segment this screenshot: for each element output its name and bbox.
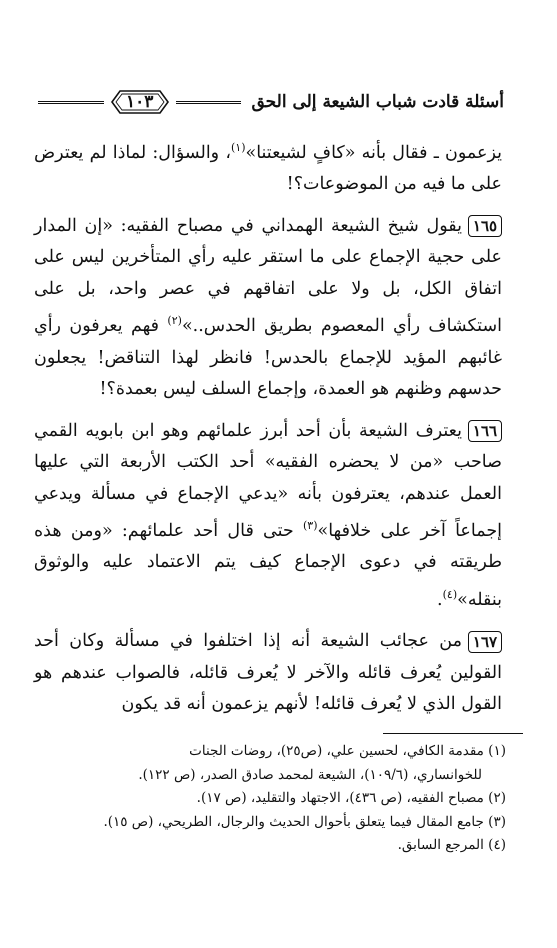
footnote-separator bbox=[383, 733, 523, 734]
footnote-1-continued: للخوانساري، (١٠٩/٦)، الشيعة لمحمد صادق الصدر، (ص ١٢٢). bbox=[138, 766, 482, 783]
header-rule-right bbox=[176, 101, 242, 104]
footnotes bbox=[34, 740, 506, 858]
header-rule-left bbox=[38, 101, 104, 104]
item-number-badge: ١٦٦ bbox=[468, 420, 502, 442]
paragraph-item bbox=[34, 416, 502, 617]
footnote-2: (٢) مصباح الفقيه، (ص ٤٣٦)، الاجتهاد والتقليد، (ص ١٧). bbox=[196, 790, 506, 806]
paragraph-text: ، والسؤال: لماذا لم يعترض على ما فيه من الموضوعات؟! bbox=[34, 142, 502, 195]
footnote-4: (٤) المرجع السابق. bbox=[397, 837, 506, 853]
paragraph-item bbox=[34, 626, 502, 721]
paragraph-item bbox=[34, 211, 502, 406]
paragraph-text: . bbox=[437, 589, 443, 610]
paragraph-text: فهم يعرفون رأي غائبهم المؤيد للإجماع بالحدس! فانظر لهذا التناقض! يجعلون حدسهم وظنهم هو العمدة، وإجماع السلف ليس بعمدة؟! bbox=[34, 316, 502, 400]
paragraph-text: حتى قال أحد علمائهم: «ومن هذه طريقته في دعوى الإجماع كيف يتم الاعتماد عليه والوثوق بنقله» bbox=[34, 520, 502, 610]
item-number-badge: ١٦٥ bbox=[468, 215, 502, 237]
paragraph-text: من عجائب الشيعة أنه إذا اختلفوا في مسألة وكان أحد القولين يُعرف قائله والآخر لا يُعرف قائله، فالصواب عندهم هو القول الذي لا يُعرف قائله! لأنهم يزعمون أنه قد يكون bbox=[34, 631, 502, 715]
paragraph-text: يقول شيخ الشيعة الهمداني في مصباح الفقيه: «إن المدار على حجية الإجماع على ما استقر عليه رأي المتأخرين ليس على اتفاق الكل، بل ولا على اتفاقهم في عصر واحد، بل على استكشاف رأي المعصوم بطريق الحدس..» bbox=[34, 215, 502, 337]
paragraph-continued bbox=[34, 132, 502, 201]
paragraph-text: يعترف الشيعة بأن أحد أبرز علمائهم وهو ابن بابويه القمي صاحب «من لا يحضره الفقيه» أحد الكتب الأربعة التي عليها العمل عندهم، يعترفون بأنه «يدعي الإجماع في مسألة ويدعي إجماعاً آخر على خلافها» bbox=[34, 420, 502, 541]
running-title: أسئلة قادت شباب الشيعة إلى الحق bbox=[251, 92, 504, 112]
page-number-badge bbox=[108, 87, 172, 117]
footnote-ref: (٤) bbox=[442, 587, 458, 601]
footnote-ref: (١) bbox=[230, 141, 246, 154]
main-text bbox=[34, 132, 502, 731]
footnote-1: (١) مقدمة الكافي، لحسين علي، (ص٢٥)، روضات الجنات bbox=[189, 743, 506, 759]
footnote-ref: (٢) bbox=[167, 314, 182, 328]
footnote-ref: (٣) bbox=[302, 519, 318, 533]
item-number-badge: ١٦٧ bbox=[468, 631, 502, 653]
paragraph-text: يزعمون ـ فقال بأنه «كافٍ لشيعتنا» bbox=[245, 142, 502, 163]
running-header bbox=[34, 82, 504, 122]
footnote-3: (٣) جامع المقال فيما يتعلق بأحوال الحديث والرجال، الطريحي، (ص ١٥). bbox=[103, 813, 506, 830]
page-number: ١٠٣ bbox=[126, 92, 154, 112]
